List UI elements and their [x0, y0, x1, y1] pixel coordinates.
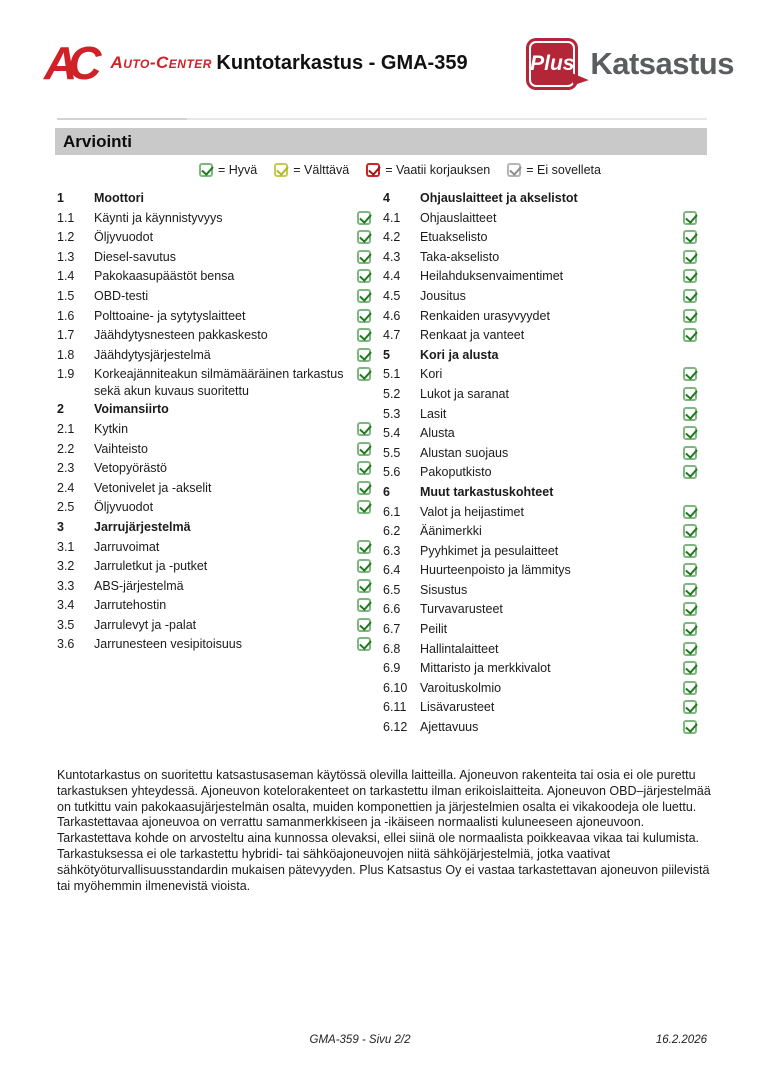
item-number: 4.3	[383, 249, 401, 264]
checkmark-icon	[683, 367, 697, 381]
item-label: Öljyvuodot	[94, 230, 154, 245]
checkmark-icon	[683, 524, 697, 538]
item-number: 4.4	[383, 269, 401, 284]
checklist-row	[383, 503, 697, 523]
item-label: Valot ja heijastimet	[420, 504, 524, 519]
checklist-right-column	[383, 189, 697, 738]
item-label: Polttoaine- ja sytytyslaitteet	[94, 308, 246, 323]
checklist-row	[57, 538, 371, 558]
checklist-row	[57, 267, 371, 287]
checkmark-icon	[683, 230, 697, 244]
item-label: Lisävarusteet	[420, 700, 495, 715]
checkmark-icon	[683, 446, 697, 460]
item-label: Äänimerkki	[420, 524, 482, 539]
checkmark-icon	[683, 505, 697, 519]
checkmark-icon	[357, 230, 371, 244]
plus-logo-text: Plus	[530, 52, 575, 75]
page-title: Kuntotarkastus - GMA-359	[216, 52, 468, 74]
checklist-row	[57, 365, 371, 400]
legend-label: = Ei sovelleta	[526, 163, 601, 177]
legend-label: = Välttävä	[293, 163, 350, 177]
checkmark-icon	[357, 328, 371, 342]
item-label: ABS-järjestelmä	[94, 578, 184, 593]
item-label: Jarrujärjestelmä	[94, 519, 191, 534]
item-number: 1.1	[57, 210, 75, 225]
item-number: 1.6	[57, 308, 75, 323]
checkmark-icon	[683, 289, 697, 303]
checkmark-icon	[357, 211, 371, 225]
item-number: 5.6	[383, 465, 401, 480]
item-label: Heilahduksenvaimentimet	[420, 269, 564, 284]
item-label: Kori	[420, 367, 443, 382]
checkmark-icon	[357, 250, 371, 264]
checklist-row	[383, 248, 697, 268]
item-number: 2.4	[57, 480, 75, 495]
checkmark-icon	[357, 481, 371, 495]
item-number: 4	[383, 191, 390, 205]
checkmark-icon	[683, 269, 697, 283]
checkmark-icon	[357, 540, 371, 554]
checkmark-icon	[683, 544, 697, 558]
item-number: 2.2	[57, 441, 75, 456]
checklist-row	[383, 444, 697, 464]
item-label: Jäähdytysjärjestelmä	[94, 347, 211, 362]
checkmark-icon	[683, 720, 697, 734]
legend-item	[507, 163, 601, 177]
checklist-row	[57, 479, 371, 499]
item-label: Alustan suojaus	[420, 445, 509, 460]
item-label: Öljyvuodot	[94, 500, 154, 515]
item-number: 6.7	[383, 622, 401, 637]
item-label: Mittaristo ja merkkivalot	[420, 661, 551, 676]
checklist-row	[383, 483, 697, 503]
checklist-row	[57, 635, 371, 655]
item-label: Vetonivelet ja -akselit	[94, 480, 212, 495]
section-title-bar	[55, 128, 707, 155]
item-number: 2.1	[57, 421, 75, 436]
item-number: 1.8	[57, 347, 75, 362]
checkmark-icon	[357, 289, 371, 303]
item-label: Korkeajänniteakun silmämääräinen tarkastus sekä akun kuvaus suoritettu	[94, 367, 344, 399]
checkmark-icon	[683, 407, 697, 421]
item-label: OBD-testi	[94, 288, 149, 303]
checklist-row	[383, 189, 697, 209]
checklist-row	[383, 209, 697, 229]
item-number: 4.1	[383, 210, 401, 225]
plus-speech-bubble-icon	[526, 38, 578, 90]
item-number: 3.3	[57, 578, 75, 593]
item-label: Alusta	[420, 426, 455, 441]
checkmark-icon	[683, 211, 697, 225]
item-number: 6.9	[383, 661, 401, 676]
auto-center-logo-text: Auto-Center	[110, 53, 212, 72]
checklist-row	[383, 287, 697, 307]
item-label: Taka-akselisto	[420, 249, 500, 264]
item-label: Jarrutehostin	[94, 598, 167, 613]
checklist-row	[383, 679, 697, 699]
item-label: Jarrulevyt ja -palat	[94, 617, 197, 632]
item-number: 6.2	[383, 524, 401, 539]
checklist-row	[57, 326, 371, 346]
item-number: 6.5	[383, 582, 401, 597]
legend-label: = Hyvä	[218, 163, 258, 177]
checklist-row	[57, 248, 371, 268]
item-label: Voimansiirto	[94, 402, 169, 417]
section-title: Arviointi	[63, 132, 132, 151]
checkmark-icon	[357, 618, 371, 632]
item-label: Huurteenpoisto ja lämmitys	[420, 563, 571, 578]
checkmark-icon	[683, 309, 697, 323]
checkmark-icon	[683, 426, 697, 440]
checkmark-icon	[357, 598, 371, 612]
checklist-row	[383, 522, 697, 542]
checkmark-icon	[357, 500, 371, 514]
legend	[57, 163, 707, 177]
checkmark-icon	[357, 461, 371, 475]
item-label: Hallintalaitteet	[420, 641, 499, 656]
status-checkbox-icon	[274, 163, 288, 177]
checklist-row	[57, 346, 371, 366]
divider-line	[57, 118, 707, 120]
item-number: 1.4	[57, 269, 75, 284]
checkmark-icon	[683, 622, 697, 636]
checkmark-icon	[683, 328, 697, 342]
item-label: Lasit	[420, 406, 447, 421]
item-label: Käynti ja käynnistyvyys	[94, 210, 223, 225]
status-checkbox-icon	[199, 163, 213, 177]
item-number: 5.1	[383, 367, 401, 382]
checklist-row	[57, 518, 371, 538]
item-number: 1	[57, 191, 64, 205]
item-label: Pakokaasupäästöt bensa	[94, 269, 235, 284]
checklist-row	[383, 659, 697, 679]
checklist-row	[383, 228, 697, 248]
plus-katsastus-logo	[526, 38, 734, 90]
item-number: 5.4	[383, 426, 401, 441]
footer-page-number: GMA-359 - Sivu 2/2	[309, 1034, 411, 1046]
item-label: Turvavarusteet	[420, 602, 503, 617]
item-label: Muut tarkastuskohteet	[420, 484, 554, 499]
item-label: Ohjauslaitteet ja akselistot	[420, 191, 578, 205]
item-number: 1.9	[57, 367, 75, 382]
item-number: 1.3	[57, 249, 75, 264]
item-number: 6.3	[383, 543, 401, 558]
checklist-row	[57, 189, 371, 209]
checklist-row	[383, 326, 697, 346]
checklist-row	[57, 616, 371, 636]
item-number: 3.5	[57, 617, 75, 632]
checkmark-icon	[683, 563, 697, 577]
item-label: Kori ja alusta	[420, 347, 499, 362]
checklist-row	[383, 542, 697, 562]
checkmark-icon	[357, 309, 371, 323]
item-number: 4.7	[383, 328, 401, 343]
item-number: 5.2	[383, 386, 401, 401]
checklist-row	[57, 209, 371, 229]
checklist-row	[57, 228, 371, 248]
checkmark-icon	[357, 367, 371, 381]
item-label: Jarrunesteen vesipitoisuus	[94, 637, 242, 652]
checklist-row	[383, 581, 697, 601]
checklist-row	[383, 463, 697, 483]
checklist-row	[383, 267, 697, 287]
checkmark-icon	[683, 387, 697, 401]
item-label: Kytkin	[94, 421, 129, 436]
checklist-row	[57, 577, 371, 597]
item-number: 3	[57, 519, 64, 534]
checklist-row	[57, 440, 371, 460]
katsastus-logo-text: Katsastus	[590, 46, 734, 81]
checklist-row	[383, 600, 697, 620]
item-label: Jarruvoimat	[94, 539, 160, 554]
legend-item	[366, 163, 490, 177]
checkmark-icon	[683, 250, 697, 264]
checklist-row	[383, 385, 697, 405]
checklist-row	[383, 405, 697, 425]
item-label: Pyyhkimet ja pesulaitteet	[420, 543, 559, 558]
checklist-row	[383, 424, 697, 444]
checklist-row	[383, 718, 697, 738]
checkmark-icon	[357, 422, 371, 436]
item-label: Etuakselisto	[420, 230, 488, 245]
item-number: 6.4	[383, 563, 401, 578]
item-label: Jousitus	[420, 288, 466, 303]
checkmark-icon	[683, 681, 697, 695]
checklist-row	[57, 307, 371, 327]
checkmark-icon	[683, 661, 697, 675]
checklist-row	[57, 596, 371, 616]
checkmark-icon	[683, 700, 697, 714]
item-number: 3.1	[57, 539, 75, 554]
inspection-checklist	[57, 189, 707, 738]
item-label: Ajettavuus	[420, 720, 479, 735]
item-number: 5.3	[383, 406, 401, 421]
checkmark-icon	[357, 559, 371, 573]
item-label: Sisustus	[420, 582, 468, 597]
auto-center-monogram-icon: AC	[44, 37, 93, 89]
checklist-row	[383, 307, 697, 327]
item-label: Vetopyörästö	[94, 461, 167, 476]
checklist-row	[383, 561, 697, 581]
checklist-row	[57, 400, 371, 420]
checkmark-icon	[357, 579, 371, 593]
checklist-row	[57, 287, 371, 307]
checklist-row	[383, 698, 697, 718]
item-number: 6.1	[383, 504, 401, 519]
legend-item	[274, 163, 349, 177]
checkmark-icon	[683, 602, 697, 616]
legend-label: = Vaatii korjauksen	[385, 163, 491, 177]
checklist-left-column	[57, 189, 371, 655]
item-label: Renkaat ja vanteet	[420, 328, 525, 343]
legend-item	[199, 163, 257, 177]
item-label: Varoituskolmio	[420, 680, 502, 695]
footer-date: 16.2.2026	[655, 1034, 707, 1046]
item-label: Jäähdytysnesteen pakkaskesto	[94, 328, 268, 343]
item-number: 6.11	[383, 700, 407, 715]
item-number: 4.6	[383, 308, 401, 323]
item-label: Jarruletkut ja -putket	[94, 559, 208, 574]
checklist-row	[57, 557, 371, 577]
checklist-row	[383, 365, 697, 385]
item-number: 6.10	[383, 680, 408, 695]
checkmark-icon	[357, 348, 371, 362]
checklist-row	[383, 620, 697, 640]
item-number: 6	[383, 484, 390, 499]
item-label: Lukot ja saranat	[420, 386, 509, 401]
checklist-row	[383, 346, 697, 366]
checkmark-icon	[357, 637, 371, 651]
item-number: 1.5	[57, 288, 75, 303]
checklist-row	[57, 420, 371, 440]
item-number: 2.5	[57, 500, 75, 515]
item-number: 6.6	[383, 602, 401, 617]
item-label: Ohjauslaitteet	[420, 210, 497, 225]
item-number: 2	[57, 402, 64, 417]
item-number: 3.2	[57, 559, 75, 574]
item-number: 4.5	[383, 288, 401, 303]
item-label: Vaihteisto	[94, 441, 148, 456]
item-number: 6.8	[383, 641, 401, 656]
checklist-row	[57, 498, 371, 518]
page-footer	[57, 1034, 707, 1050]
item-number: 5	[383, 347, 390, 362]
checkmark-icon	[357, 269, 371, 283]
item-number: 3.4	[57, 598, 75, 613]
item-number: 2.3	[57, 461, 75, 476]
item-number: 5.5	[383, 445, 401, 460]
item-number: 3.6	[57, 637, 75, 652]
item-label: Pakoputkisto	[420, 465, 492, 480]
status-checkbox-icon	[366, 163, 380, 177]
item-number: 4.2	[383, 230, 401, 245]
item-number: 1.7	[57, 328, 75, 343]
item-label: Diesel-savutus	[94, 249, 176, 264]
checklist-row	[57, 459, 371, 479]
checkmark-icon	[683, 465, 697, 479]
item-label: Peilit	[420, 622, 448, 637]
item-number: 6.12	[383, 720, 408, 735]
checkmark-icon	[357, 442, 371, 456]
status-checkbox-icon	[507, 163, 521, 177]
item-number: 1.2	[57, 230, 75, 245]
checklist-row	[383, 640, 697, 660]
disclaimer-text: Kuntotarkastus on suoritettu katsastusaseman käytössä olevilla laitteilla. Ajoneuvon rakenteita tai osia ei ole purettu tarkastuksen yhteydessä. Ajoneuvon kotelorakenteet on tarkastettu ilman erikoislaitteita. Ajoneuvon OBD–järjestelmää on tutkittu vain pakokaasujärjestelmän osalta, muiden komponettien ja järjestelmien osalta ei vikakoodeja ole luettu. Tarkastettavaa ajoneuvoa on verrattu samanmerkkiseen ja -ikäiseen normaalisti kuluneeseen ajoneuvoon. Tarkastettava kohde on arvosteltu aina kunnossa olevaksi, ellei siinä ole normaalista poikkeavaa vikaa tai kulumista. Tarkastuksessa ei ole tarkastettu hybridi- tai sähköajoneuvojen niitä sähköjärjestelmiä, jotka vaativat sähkötyöturvallisuusstandardin mukaisen pätevyyden. Plus Katsastus Oy ei vastaa tarkastettavan ajoneuvon piilevistä tai myöhemmin ilmenevistä vioista.	[57, 768, 711, 893]
item-label: Moottori	[94, 191, 144, 205]
checkmark-icon	[683, 642, 697, 656]
item-label: Renkaiden urasyvyydet	[420, 308, 550, 323]
checkmark-icon	[683, 583, 697, 597]
